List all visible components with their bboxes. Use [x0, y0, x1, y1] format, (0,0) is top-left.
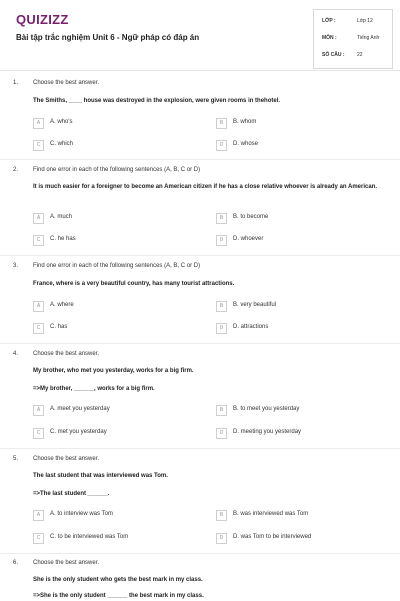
option-text: C. met you yesterday	[50, 429, 107, 435]
option-letter-badge: A	[33, 213, 44, 224]
option-d[interactable]	[216, 533, 386, 543]
question-number: 3.	[13, 263, 19, 269]
option-text: A. where	[50, 302, 74, 308]
option-c[interactable]	[33, 428, 203, 438]
document-header	[0, 0, 400, 68]
option-text: B. very beautiful	[233, 302, 277, 308]
option-letter-badge: B	[216, 510, 227, 521]
option-text: A. who's	[50, 119, 73, 125]
option-b[interactable]	[216, 213, 386, 223]
question-divider	[0, 343, 400, 344]
question-prompt: Choose the best answer.	[33, 456, 100, 462]
option-c[interactable]	[33, 235, 203, 245]
question-stem-rewrite: =>She is the only student ______ the best mark in my class.	[33, 593, 204, 599]
option-text: D. was Tom to be interviewed	[233, 534, 312, 540]
question-prompt: Choose the best answer.	[33, 80, 100, 86]
meta-value: 22	[357, 52, 363, 58]
question-number: 2.	[13, 167, 19, 173]
option-letter-badge: D	[216, 323, 227, 334]
question-stem: She is the only student who gets the best mark in my class.	[33, 577, 203, 583]
option-letter-badge: B	[216, 405, 227, 416]
option-text: C. he has	[50, 236, 76, 242]
option-text: C. has	[50, 324, 68, 330]
question-prompt: Find one error in each of the following sentences (A, B, C or D)	[33, 167, 201, 173]
option-letter-badge: C	[33, 428, 44, 439]
option-letter-badge: C	[33, 235, 44, 246]
option-text: D. attractions	[233, 324, 269, 330]
question-stem: France, where is a very beautiful country, has many tourist attractions.	[33, 281, 235, 287]
option-text: A. to interview was Tom	[50, 511, 113, 517]
option-letter-badge: D	[216, 140, 227, 151]
question-divider	[0, 255, 400, 256]
option-text: C. which	[50, 141, 74, 147]
question-divider	[0, 448, 400, 449]
option-text: B. was interviewed was Tom	[233, 511, 309, 517]
option-b[interactable]	[216, 301, 386, 311]
option-letter-badge: C	[33, 140, 44, 151]
option-text: C. to be interviewed was Tom	[50, 534, 129, 540]
meta-info-box	[313, 9, 393, 69]
option-letter-badge: D	[216, 235, 227, 246]
option-letter-badge: B	[216, 301, 227, 312]
question-prompt: Find one error in each of the following sentences (A, B, C or D)	[33, 263, 201, 269]
question-stem: It is much easier for a foreigner to become an American citizen if he has a close relative whoever is already an American.	[33, 184, 378, 190]
page-title: Bài tập trắc nghiệm Unit 6 - Ngữ pháp có đáp án	[16, 33, 200, 42]
question-number: 1.	[13, 80, 19, 86]
question-stem: The last student that was interviewed was Tom.	[33, 473, 168, 479]
question-prompt: Choose the best answer.	[33, 351, 100, 357]
option-c[interactable]	[33, 140, 203, 150]
question-divider	[0, 159, 400, 160]
header-divider	[0, 70, 400, 71]
option-letter-badge: A	[33, 510, 44, 521]
meta-key: LỚP :	[322, 18, 336, 24]
option-text: A. meet you yesterday	[50, 406, 110, 412]
option-text: A. much	[50, 214, 73, 220]
option-d[interactable]	[216, 235, 386, 245]
option-letter-badge: C	[33, 533, 44, 544]
question-number: 6.	[13, 560, 19, 566]
question-prompt: Choose the best answer.	[33, 560, 100, 566]
question-number: 4.	[13, 351, 19, 357]
option-b[interactable]	[216, 118, 386, 128]
option-c[interactable]	[33, 323, 203, 333]
option-d[interactable]	[216, 140, 386, 150]
option-b[interactable]	[216, 510, 386, 520]
option-letter-badge: A	[33, 405, 44, 416]
option-letter-badge: B	[216, 118, 227, 129]
question-number: 5.	[13, 456, 19, 462]
question-stem-rewrite: =>The last student ______.	[33, 491, 110, 497]
option-d[interactable]	[216, 323, 386, 333]
option-letter-badge: D	[216, 533, 227, 544]
question-stem: My brother, who met you yesterday, works for a big firm.	[33, 368, 194, 374]
meta-key: SỐ CÂU :	[322, 52, 345, 58]
option-text: B. to become	[233, 214, 269, 220]
option-b[interactable]	[216, 405, 386, 415]
option-text: D. meeting you yesterday	[233, 429, 302, 435]
option-letter-badge: B	[216, 213, 227, 224]
meta-value: Tiếng Anh	[357, 35, 380, 41]
option-a[interactable]	[33, 118, 203, 128]
option-a[interactable]	[33, 405, 203, 415]
option-d[interactable]	[216, 428, 386, 438]
meta-value: Lớp 12	[357, 18, 373, 24]
option-c[interactable]	[33, 533, 203, 543]
option-a[interactable]	[33, 301, 203, 311]
question-stem-rewrite: =>My brother, ______, works for a big firm.	[33, 386, 155, 392]
option-letter-badge: D	[216, 428, 227, 439]
option-letter-badge: C	[33, 323, 44, 334]
question-stem: The Smiths, ____ house was destroyed in the explosion, were given rooms in thehotel.	[33, 98, 281, 104]
quizizz-logo: QUIZIZZ	[16, 12, 69, 27]
option-text: D. whose	[233, 141, 259, 147]
option-a[interactable]	[33, 213, 203, 223]
option-text: D. whoever	[233, 236, 264, 242]
question-divider	[0, 553, 400, 554]
option-a[interactable]	[33, 510, 203, 520]
option-letter-badge: A	[33, 118, 44, 129]
option-letter-badge: A	[33, 301, 44, 312]
meta-key: MÔN :	[322, 35, 337, 41]
option-text: B. whom	[233, 119, 257, 125]
option-text: B. to meet you yesterday	[233, 406, 300, 412]
